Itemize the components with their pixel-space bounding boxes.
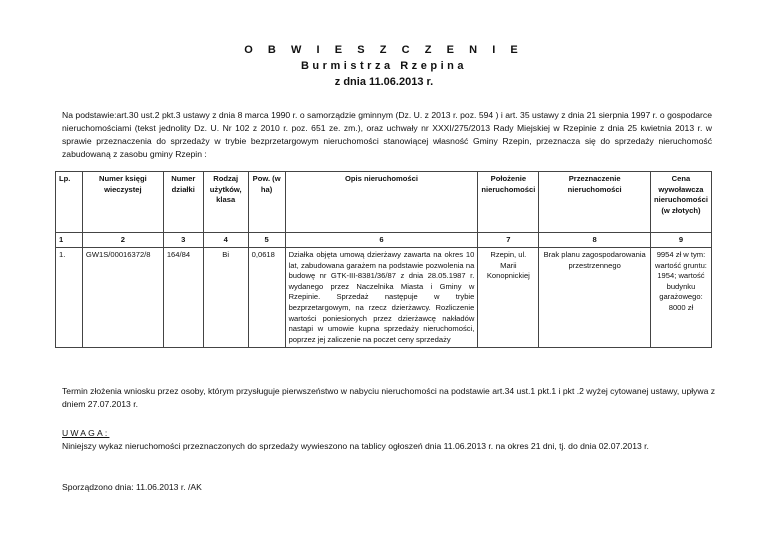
header-opis: Opis nieruchomości [285,172,478,233]
column-number: 7 [478,233,539,248]
date-line: z dnia 11.06.2013 r. [334,76,434,88]
property-table [55,171,712,348]
intro-paragraph: Na podstawie:art.30 ust.2 pkt.3 ustawy z dnia 8 marca 1990 r. o samorządzie gminnym (Dz. U. z 2013 r. poz. 594 ) i art. 35 ustawy z dnia 21 sierpnia 1997 r. o gospodarce nieruchomościami (tekst jednolity Dz. U. Nr 102 z 2010 r. poz. 651 ze. zm.), oraz uchwały nr XXXI/275/2013 Rady Miejskiej w Rzepinie z dnia 25 kwietnia 2013 r. w sprawie przeznaczenia do sprzedaży w trybie bezprzetargowym nieruchomości stanowiącej własność Gminy Rzepin, przeznacza się do sprzedaży nieruchomość zabudowaną z zasobu gminy Rzepin : [62,110,712,159]
header-przeznaczenie: Przeznaczenie nieruchomości [539,172,651,233]
column-number: 9 [650,233,711,248]
column-number: 1 [56,233,83,248]
table-row [56,248,712,348]
column-number: 6 [285,233,478,248]
column-number: 5 [248,233,285,248]
cell-kw: GW1S/00016372/8 [82,248,163,348]
termin-paragraph: Termin złożenia wniosku przez osoby, którym przysługuje pierwszeństwo w nabyciu nieruchomości na podstawie art.34 ust.1 pkt.1 i pkt .2 wyżej cytowanej ustawy, upływa z dniem 27.07.2013 r. [62,386,716,409]
header-polozenie: Położenie nieruchomości [478,172,539,233]
cell-opis: Działka objęta umową dzierżawy zawarta na okres 10 lat, zabudowana garażem na podstawie pozwolenia na budowę nr GTK-III-8381/36/87 z dnia 28.05.1987 r. wydanego przez Naczelnika Miasta i Gminy w Rzepinie. Sprzedaż następuje w trybie bezprzetargowym, na rzecz dzierżawcy. Rozliczenie wartości poniesionych przez dzierżawcę nakładów nastąpi w umowie kupna sprzedaży nieruchomości, poprzez jej zaliczenie na poczet ceny sprzedaży [285,248,478,348]
cell-cena: 9954 zł w tym: wartość gruntu: 1954; wartość budynku garażowego: 8000 zł [650,248,711,348]
sporzadzono-line: Sporządzono dnia: 11.06.2013 r. /AK [62,482,202,492]
cell-uzytki: Bi [203,248,248,348]
header-pow: Pow. (w ha) [248,172,285,233]
uwaga-heading: UWAGA: [62,428,110,438]
header-lp: Lp. [56,172,83,233]
cell-polozenie: Rzepin, ul. Marii Konopnickiej [478,248,539,348]
table-header-row [56,172,712,233]
column-number-row [56,233,712,248]
cell-lp: 1. [56,248,83,348]
document-title: O B W I E S Z C Z E N I E [244,44,524,56]
column-number: 3 [163,233,203,248]
issuer-line: Burmistrza Rzepina [300,60,468,72]
cell-pow: 0,0618 [248,248,285,348]
header-cena: Cena wywoławcza nieruchomości (w złotych) [650,172,711,233]
column-number: 2 [82,233,163,248]
cell-przeznaczenie: Brak planu zagospodarowania przestrzennego [539,248,651,348]
header-uzytki: Rodzaj użytków, klasa [203,172,248,233]
column-number: 8 [539,233,651,248]
uwaga-paragraph: Niniejszy wykaz nieruchomości przeznaczonych do sprzedaży wywieszono na tablicy ogłoszeń dnia 11.06.2013 r. na okres 21 dni, tj. do dnia 02.07.2013 r. [62,441,649,451]
header-dzialka: Numer działki [163,172,203,233]
header-kw: Numer księgi wieczystej [82,172,163,233]
column-number: 4 [203,233,248,248]
cell-dzialka: 164/84 [163,248,203,348]
